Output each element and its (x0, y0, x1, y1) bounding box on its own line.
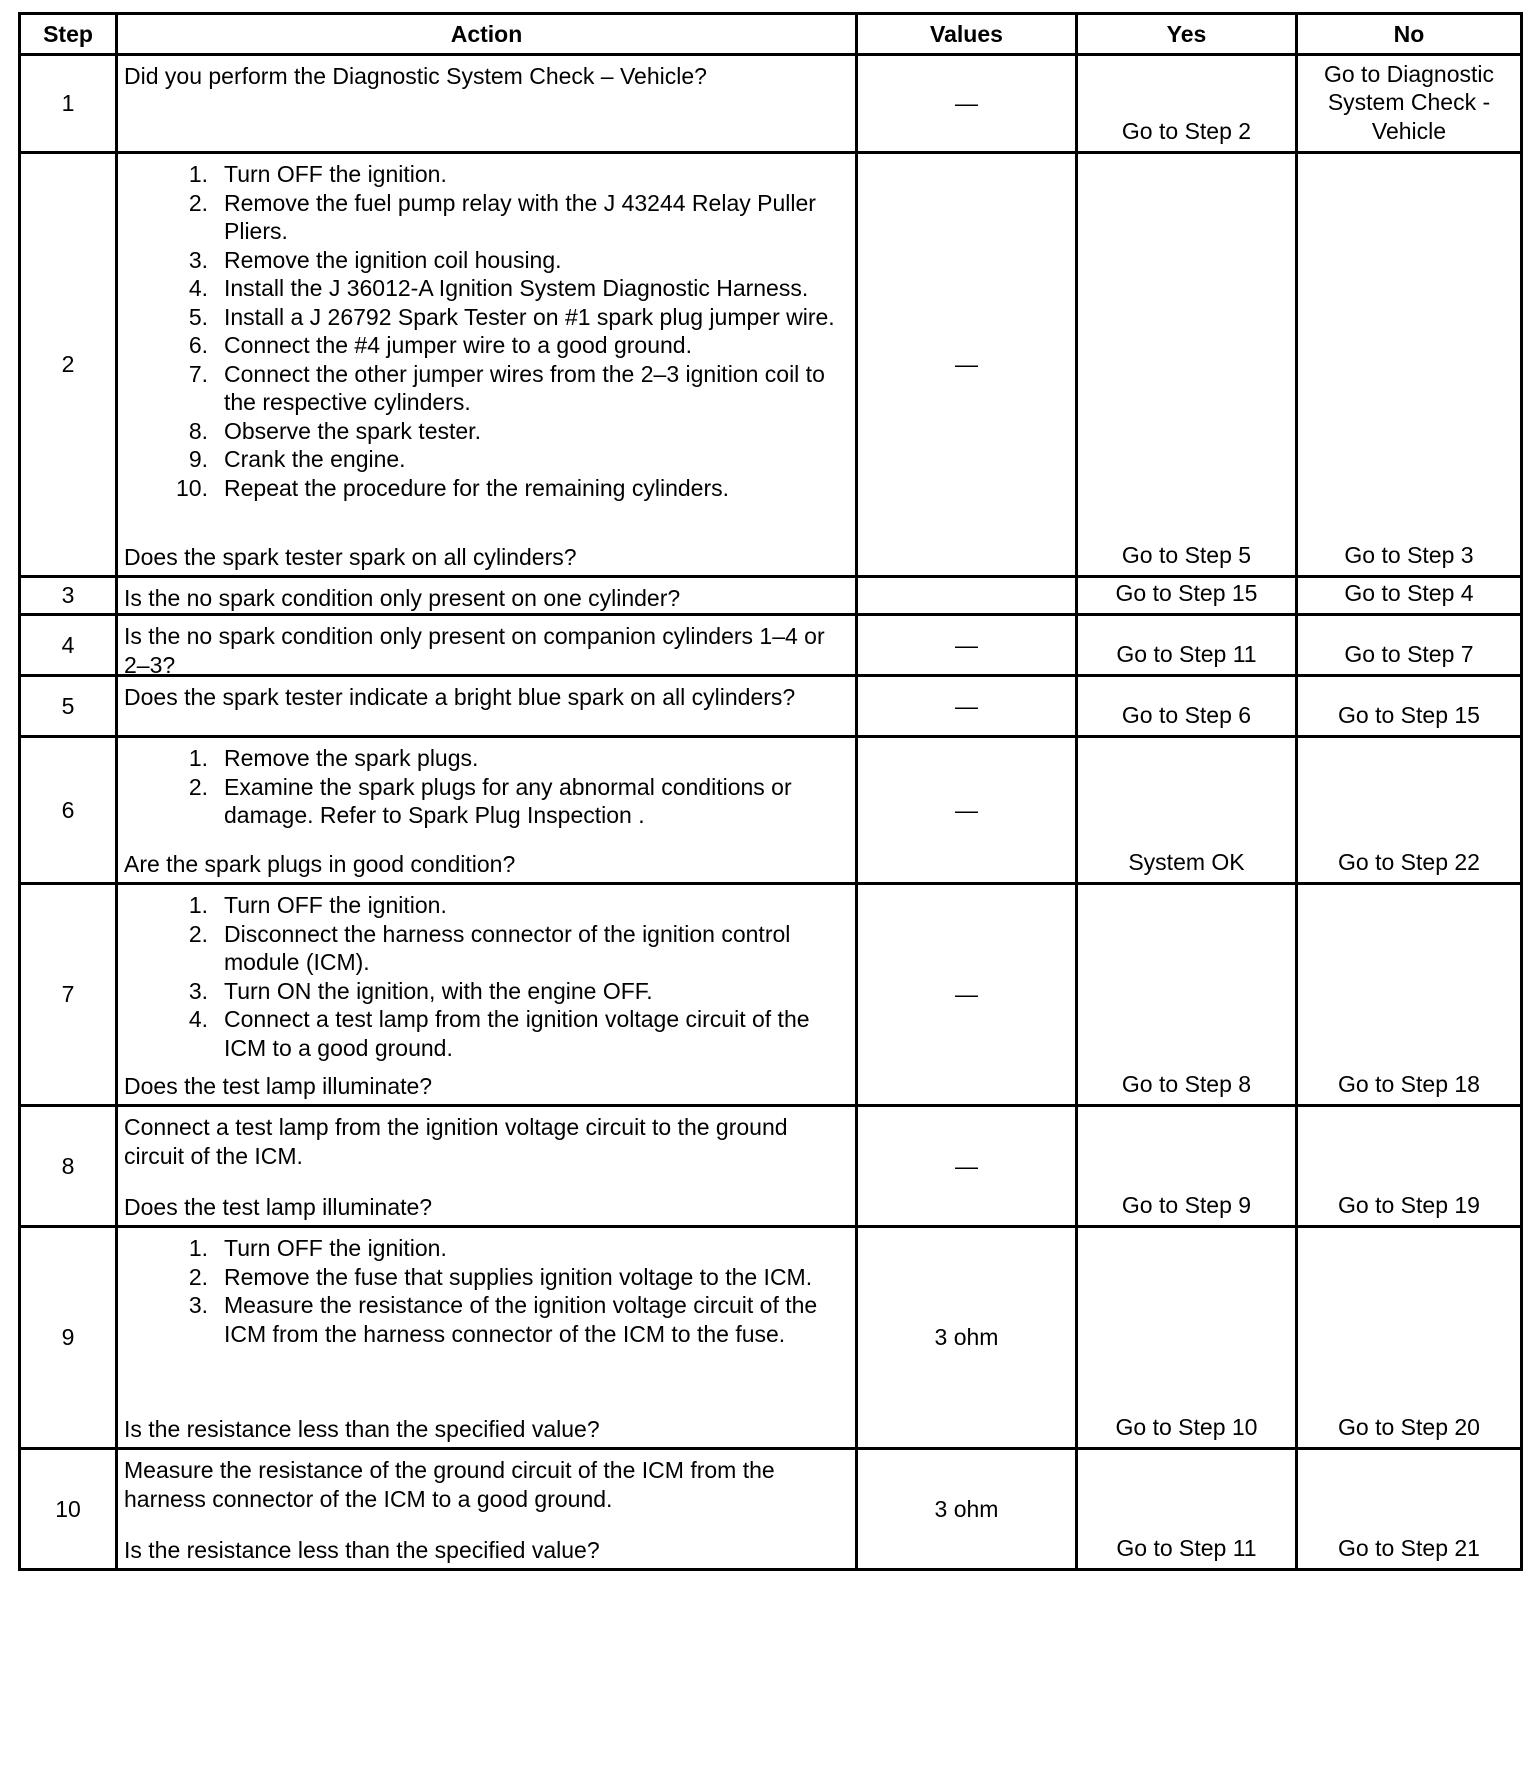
substep-text: Examine the spark plugs for any abnormal conditions or damage. Refer to Spark Plug Inspection . (224, 773, 792, 828)
no-cell: Go to Step 20 (1297, 1227, 1522, 1449)
diagnostic-table (18, 12, 1523, 1571)
header-no: No (1297, 14, 1522, 55)
action-instructions (124, 62, 849, 91)
substep-item (176, 360, 849, 417)
step-number: 7 (20, 884, 117, 1106)
substep-text: Install the J 36012-A Ignition System Diagnostic Harness. (224, 275, 809, 301)
substep-number: 3. (188, 1292, 208, 1318)
table-row (20, 55, 1522, 153)
yes-cell: Go to Step 11 (1077, 1449, 1297, 1570)
yes-cell: Go to Step 2 (1077, 55, 1297, 153)
substep-number: 1. (188, 161, 208, 187)
substep-item (176, 160, 849, 189)
value-cell: 3 ohm (857, 1227, 1077, 1449)
no-cell: Go to Step 18 (1297, 884, 1522, 1106)
action-cell (117, 55, 857, 153)
substep-item (176, 773, 849, 830)
action-cell (117, 577, 857, 615)
substep-list (124, 1234, 849, 1348)
action-text: Is the no spark condition only present on companion cylinders 1–4 or 2–3? (124, 623, 825, 678)
action-question: Does the test lamp illuminate? (124, 1072, 433, 1099)
action-text: Connect a test lamp from the ignition voltage circuit to the ground circuit of the ICM. (124, 1114, 788, 1169)
substep-item (176, 417, 849, 446)
substep-item (176, 246, 849, 275)
no-cell: Go to Step 3 (1297, 153, 1522, 577)
action-content (118, 1228, 855, 1447)
action-content (118, 1107, 855, 1225)
substep-number: 9. (188, 446, 208, 472)
substep-text: Connect a test lamp from the ignition voltage circuit of the ICM to a good ground. (224, 1006, 810, 1061)
action-content (118, 738, 855, 882)
substep-item (176, 977, 849, 1006)
value-cell: — (857, 676, 1077, 737)
substep-item (176, 1263, 849, 1292)
action-cell (117, 884, 857, 1106)
yes-cell: Go to Step 6 (1077, 676, 1297, 737)
substep-text: Turn ON the ignition, with the engine OFF. (224, 977, 653, 1004)
table-row (20, 1106, 1522, 1227)
action-instructions (124, 744, 849, 830)
action-text: Did you perform the Diagnostic System Check – Vehicle? (124, 63, 707, 89)
action-instructions (124, 160, 849, 502)
substep-list (124, 744, 849, 830)
action-content (118, 677, 855, 735)
header-values: Values (857, 14, 1077, 55)
header-yes: Yes (1077, 14, 1297, 55)
table-row (20, 1449, 1522, 1570)
substep-text: Turn OFF the ignition. (224, 892, 447, 918)
action-text: Does the spark tester indicate a bright blue spark on all cylinders? (124, 684, 796, 710)
action-content (118, 154, 855, 575)
substep-text: Remove the fuel pump relay with the J 43244 Relay Puller Pliers. (224, 189, 816, 244)
substep-text: Remove the fuse that supplies ignition voltage to the ICM. (224, 1263, 813, 1290)
action-cell (117, 1227, 857, 1449)
table-row (20, 884, 1522, 1106)
substep-list (124, 891, 849, 1062)
substep-item (176, 1234, 849, 1263)
action-instructions (124, 683, 849, 712)
yes-cell: Go to Step 15 (1077, 577, 1297, 615)
value-cell (857, 577, 1077, 615)
substep-text: Connect the #4 jumper wire to a good ground. (224, 332, 692, 358)
substep-number: 5. (188, 303, 208, 330)
substep-text: Crank the engine. (224, 446, 406, 472)
step-number: 1 (20, 55, 117, 153)
substep-text: Remove the spark plugs. (224, 745, 479, 771)
substep-item (176, 189, 849, 246)
substep-text: Repeat the procedure for the remaining cylinders. (224, 474, 730, 501)
substep-item (176, 445, 849, 474)
yes-cell: Go to Step 9 (1077, 1106, 1297, 1227)
step-number: 3 (20, 577, 117, 615)
substep-text: Turn OFF the ignition. (224, 1235, 447, 1261)
yes-cell: Go to Step 8 (1077, 884, 1297, 1106)
table-body (20, 55, 1522, 1570)
value-cell: 3 ohm (857, 1449, 1077, 1570)
action-cell (117, 153, 857, 577)
no-cell: Go to Step 15 (1297, 676, 1522, 737)
substep-text: Connect the other jumper wires from the 2–3 ignition coil to the respective cylinders. (224, 360, 825, 415)
action-instructions (124, 1456, 849, 1513)
substep-number: 1. (188, 1235, 208, 1261)
substep-item (176, 891, 849, 920)
no-cell: Go to Step 22 (1297, 737, 1522, 884)
substep-number: 8. (188, 417, 208, 444)
step-number: 4 (20, 615, 117, 676)
action-instructions (124, 622, 849, 679)
substep-number: 4. (188, 275, 208, 301)
substep-number: 3. (188, 246, 208, 273)
value-cell: — (857, 1106, 1077, 1227)
action-question: Does the test lamp illuminate? (124, 1193, 433, 1220)
value-cell: — (857, 884, 1077, 1106)
value-cell: — (857, 737, 1077, 884)
table-row (20, 577, 1522, 615)
no-cell: Go to Diagnostic System Check - Vehicle (1297, 55, 1522, 153)
substep-list (124, 160, 849, 502)
substep-number: 2. (188, 920, 208, 947)
header-step: Step (20, 14, 117, 55)
header-row (20, 14, 1522, 55)
step-number: 5 (20, 676, 117, 737)
substep-item (176, 331, 849, 360)
step-number: 6 (20, 737, 117, 884)
substep-item (176, 274, 849, 303)
substep-text: Observe the spark tester. (224, 417, 481, 444)
substep-number: 2. (188, 189, 208, 216)
no-cell: Go to Step 4 (1297, 577, 1522, 615)
table-row (20, 1227, 1522, 1449)
action-instructions (124, 584, 849, 613)
substep-number: 1. (188, 745, 208, 771)
substep-text: Install a J 26792 Spark Tester on #1 spark plug jumper wire. (224, 303, 835, 330)
header-action: Action (117, 14, 857, 55)
substep-number: 7. (188, 360, 208, 387)
action-question: Is the resistance less than the specified value? (124, 1536, 600, 1563)
action-cell (117, 676, 857, 737)
action-text: Measure the resistance of the ground circuit of the ICM from the harness connector of the ICM to a good ground. (124, 1457, 775, 1512)
action-cell (117, 615, 857, 676)
substep-number: 1. (188, 892, 208, 918)
action-content (118, 56, 855, 151)
no-cell: Go to Step 7 (1297, 615, 1522, 676)
substep-item (176, 920, 849, 977)
no-cell: Go to Step 19 (1297, 1106, 1522, 1227)
action-content (118, 885, 855, 1104)
action-question: Is the resistance less than the specified value? (124, 1415, 600, 1442)
step-number: 9 (20, 1227, 117, 1449)
step-number: 2 (20, 153, 117, 577)
substep-item (176, 1291, 849, 1348)
substep-number: 2. (188, 1263, 208, 1290)
value-cell: — (857, 153, 1077, 577)
action-cell (117, 737, 857, 884)
step-number: 10 (20, 1449, 117, 1570)
yes-cell: Go to Step 5 (1077, 153, 1297, 577)
action-instructions (124, 1113, 849, 1170)
substep-item (176, 303, 849, 332)
substep-text: Remove the ignition coil housing. (224, 246, 562, 273)
table-row (20, 737, 1522, 884)
substep-item (176, 744, 849, 773)
no-cell: Go to Step 21 (1297, 1449, 1522, 1570)
yes-cell: System OK (1077, 737, 1297, 884)
action-question: Are the spark plugs in good condition? (124, 850, 516, 877)
substep-text: Disconnect the harness connector of the ignition control module (ICM). (224, 920, 791, 975)
substep-number: 3. (188, 977, 208, 1004)
value-cell: — (857, 55, 1077, 153)
value-cell: — (857, 615, 1077, 676)
yes-cell: Go to Step 10 (1077, 1227, 1297, 1449)
action-content (118, 1450, 855, 1568)
substep-number: 4. (188, 1006, 208, 1032)
action-cell (117, 1449, 857, 1570)
substep-number: 6. (188, 332, 208, 358)
substep-number: 10. (176, 474, 208, 501)
substep-item (176, 474, 849, 503)
action-content (118, 616, 855, 678)
action-instructions (124, 1234, 849, 1348)
table-row (20, 676, 1522, 737)
substep-item (176, 1005, 849, 1062)
action-cell (117, 1106, 857, 1227)
action-question: Does the spark tester spark on all cylinders? (124, 543, 577, 570)
action-content (118, 578, 855, 613)
yes-cell: Go to Step 11 (1077, 615, 1297, 676)
action-text: Is the no spark condition only present on one cylinder? (124, 585, 681, 611)
substep-number: 2. (188, 773, 208, 800)
step-number: 8 (20, 1106, 117, 1227)
table-row (20, 615, 1522, 676)
table-row (20, 153, 1522, 577)
substep-text: Turn OFF the ignition. (224, 161, 447, 187)
substep-text: Measure the resistance of the ignition voltage circuit of the ICM from the harness connector of the ICM to the fuse. (224, 1292, 818, 1347)
action-instructions (124, 891, 849, 1062)
